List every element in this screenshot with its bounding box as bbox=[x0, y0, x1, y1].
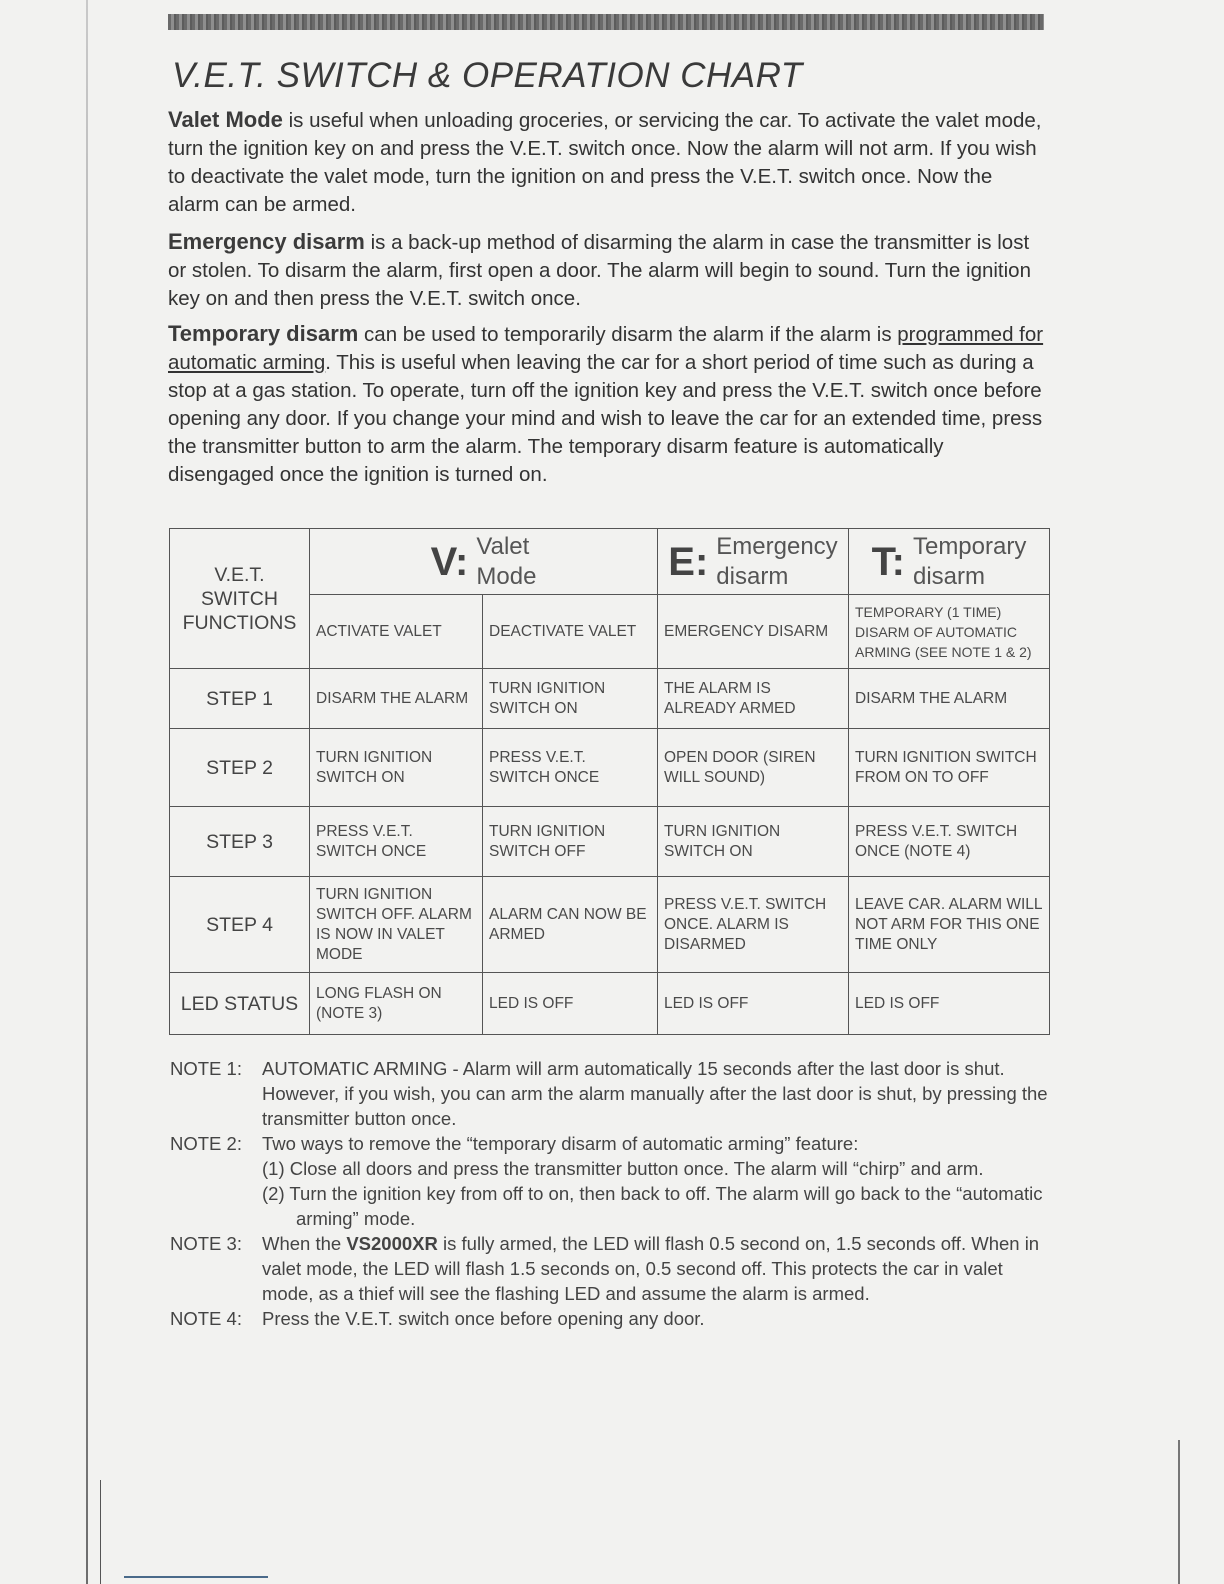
functions-header: V.E.T. SWITCH FUNCTIONS bbox=[170, 529, 310, 669]
header-bar bbox=[168, 14, 1044, 30]
temporary-disarm-header bbox=[849, 529, 1050, 595]
scan-edge bbox=[1178, 1440, 1180, 1584]
table-cell: LED IS OFF bbox=[483, 973, 658, 1035]
scan-edge bbox=[86, 0, 88, 1584]
row-label: STEP 4 bbox=[170, 877, 310, 973]
row-label: STEP 2 bbox=[170, 729, 310, 807]
table-cell: TURN IGNITION SWITCH OFF bbox=[483, 807, 658, 877]
note-text: Two ways to remove the “temporary disarm of automatic arming” feature: bbox=[262, 1133, 859, 1154]
mode-letter: V: bbox=[430, 539, 469, 584]
mode-name-line2: disarm bbox=[716, 562, 789, 590]
function-cell: TEMPORARY (1 TIME) DISARM OF AUTOMATIC ARMING (SEE NOTE 1 & 2) bbox=[849, 595, 1050, 669]
table-cell: LED IS OFF bbox=[849, 973, 1050, 1035]
emergency-disarm-term: Emergency disarm bbox=[168, 229, 365, 254]
temporary-disarm-text: can be used to temporarily disarm the alarm if the alarm is bbox=[358, 323, 898, 346]
function-cell: ACTIVATE VALET bbox=[310, 595, 483, 669]
emergency-disarm-paragraph bbox=[168, 228, 1046, 313]
page-title: V.E.T. SWITCH & OPERATION CHART bbox=[172, 56, 803, 95]
note-2-item-2: (2) Turn the ignition key from off to on, then back to off. The alarm will go back to the “automatic arming” mode. bbox=[262, 1183, 1043, 1229]
note-2 bbox=[170, 1131, 1050, 1231]
notes-section bbox=[170, 1056, 1050, 1331]
function-cell: DEACTIVATE VALET bbox=[483, 595, 658, 669]
table-cell: TURN IGNITION SWITCH ON bbox=[310, 729, 483, 807]
mode-letter: T: bbox=[871, 539, 905, 584]
row-label: STEP 3 bbox=[170, 807, 310, 877]
table-cell: ALARM CAN NOW BE ARMED bbox=[483, 877, 658, 973]
vet-operation-table bbox=[169, 528, 1050, 1035]
temporary-disarm-text-cont: . This is useful when leaving the car for a short period of time such as during a stop at a gas station. To operate, turn off the ignition key and press the V.E.T. switch once before opening any door. If you change your mind and wish to leave the car for an extended time, press the transmitter button to arm the alarm. The temporary disarm feature is automatically disengaged once the ignition is turned on. bbox=[168, 351, 1043, 486]
table-cell: LEAVE CAR. ALARM WILL NOT ARM FOR THIS ONE TIME ONLY bbox=[849, 877, 1050, 973]
note-3-text-cont: is fully armed, the LED will flash 0.5 second on, 1.5 seconds off. When in valet mode, the LED will flash 1.5 seconds on, 0.5 second off. This protects the car in valet mode, as a thief will see the flashing LED and assume the alarm is armed. bbox=[262, 1233, 1040, 1304]
table-cell: DISARM THE ALARM bbox=[849, 669, 1050, 729]
mode-name-line1: Emergency bbox=[716, 532, 838, 560]
note-text: AUTOMATIC ARMING - Alarm will arm automatically 15 seconds after the last door is shut. However, if you wish, you can arm the alarm manually after the last door is shut, by pressing the transmitter button once. bbox=[262, 1058, 1048, 1129]
note-1 bbox=[170, 1056, 1050, 1131]
note-text: Press the V.E.T. switch once before opening any door. bbox=[262, 1308, 705, 1329]
function-cell: EMERGENCY DISARM bbox=[658, 595, 849, 669]
automatic-arming-underline: programmed for automatic arming bbox=[168, 323, 1044, 374]
table-cell: TURN IGNITION SWITCH ON bbox=[658, 807, 849, 877]
temporary-disarm-term: Temporary disarm bbox=[168, 321, 359, 346]
note-label: NOTE 1: bbox=[170, 1058, 242, 1079]
note-label: NOTE 2: bbox=[170, 1133, 242, 1154]
table-cell: PRESS V.E.T. SWITCH ONCE bbox=[483, 729, 658, 807]
mode-name-line1: Temporary bbox=[912, 532, 1027, 560]
table-cell: TURN IGNITION SWITCH FROM ON TO OFF bbox=[849, 729, 1050, 807]
table-cell: PRESS V.E.T. SWITCH ONCE. ALARM IS DISARMED bbox=[658, 877, 849, 973]
table-cell: LED IS OFF bbox=[658, 973, 849, 1035]
table-cell: PRESS V.E.T. SWITCH ONCE bbox=[310, 807, 483, 877]
scan-edge bbox=[100, 1480, 101, 1584]
valet-mode-term: Valet Mode bbox=[168, 107, 283, 132]
note-label: NOTE 4: bbox=[170, 1308, 242, 1329]
note-4 bbox=[170, 1306, 1050, 1331]
mode-name-line2: Mode bbox=[476, 562, 537, 590]
valet-mode-text: is useful when unloading groceries, or servicing the car. To activate the valet mode, turn the ignition key on and press the V.E.T. switch once. Now the alarm will not arm. If you wish to deactivate the valet mode, turn the ignition on and press the V.E.T. switch once. Now the alarm can be armed. bbox=[168, 109, 1042, 216]
table-cell: OPEN DOOR (SIREN WILL SOUND) bbox=[658, 729, 849, 807]
valet-mode-header bbox=[310, 529, 658, 595]
row-label: LED STATUS bbox=[170, 973, 310, 1035]
model-name: VS2000XR bbox=[346, 1233, 438, 1254]
table-cell: DISARM THE ALARM bbox=[310, 669, 483, 729]
mode-name-line2: disarm bbox=[912, 562, 985, 590]
note-3-text: When the bbox=[262, 1233, 347, 1254]
table-cell: LONG FLASH ON (NOTE 3) bbox=[310, 973, 483, 1035]
note-3 bbox=[170, 1231, 1050, 1306]
table-cell: TURN IGNITION SWITCH ON bbox=[483, 669, 658, 729]
valet-mode-paragraph bbox=[168, 106, 1046, 219]
table-cell: PRESS V.E.T. SWITCH ONCE (NOTE 4) bbox=[849, 807, 1050, 877]
temporary-disarm-paragraph bbox=[168, 320, 1046, 489]
note-label: NOTE 3: bbox=[170, 1233, 242, 1254]
row-label: STEP 1 bbox=[170, 669, 310, 729]
mode-name-line1: Valet bbox=[476, 532, 530, 560]
mode-letter: E: bbox=[668, 539, 709, 584]
table-cell: THE ALARM IS ALREADY ARMED bbox=[658, 669, 849, 729]
note-2-item-1: (1) Close all doors and press the transmitter button once. The alarm will “chirp” and arm. bbox=[262, 1158, 984, 1179]
table-cell: TURN IGNITION SWITCH OFF. ALARM IS NOW IN VALET MODE bbox=[310, 877, 483, 973]
emergency-disarm-text: is a back-up method of disarming the alarm in case the transmitter is lost or stolen. To disarm the alarm, first open a door. The alarm will begin to sound. Turn the ignition key on and then press the V.E.T. switch once. bbox=[168, 231, 1031, 310]
scan-mark bbox=[124, 1576, 268, 1578]
note-text bbox=[262, 1231, 1050, 1306]
emergency-disarm-header bbox=[658, 529, 849, 595]
